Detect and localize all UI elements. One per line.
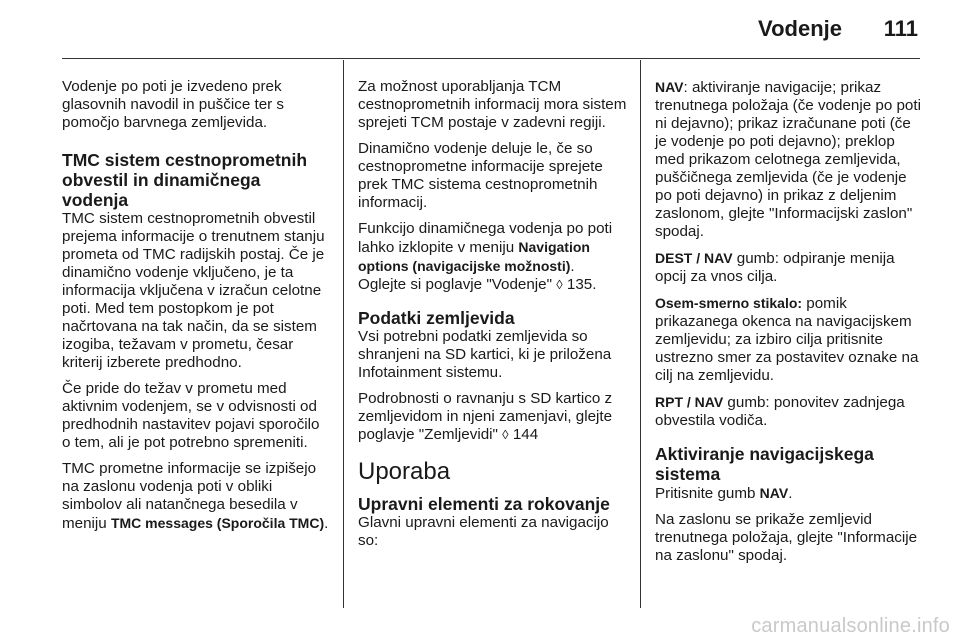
column-divider [640, 60, 641, 608]
menu-reference: Navigation options (navigacijske možnosti) [358, 239, 590, 274]
text: Pritisnite gumb [655, 485, 760, 502]
paragraph [655, 78, 925, 241]
chapter-heading: Uporaba [358, 458, 451, 485]
paragraph [655, 294, 925, 385]
text: . [788, 485, 793, 502]
paragraph [655, 393, 925, 430]
text: Funkcijo dinamičnega vodenja po poti lahko izklopite v meniju [358, 220, 613, 256]
button-name: RPT / NAV [655, 394, 724, 410]
page-header [62, 0, 920, 59]
paragraph [358, 390, 628, 444]
paragraph: Vodenje po poti je izvedeno prek glasovnih navodil in puščice ter s pomočjo barvnega zemljevida. [62, 78, 285, 131]
page-reference-icon: ◊ [502, 427, 509, 442]
column-right [655, 78, 925, 573]
paragraph: Glavni upravni elementi za navigacijo so: [358, 514, 609, 549]
button-name: DEST / NAV [655, 250, 733, 266]
text: : aktiviranje navigacije; prikaz trenutnega položaja (če vodenje po poti ni dejavno); prikaz izračunane poti (če je vodenje po poti dejavno); preklop med prikazom celotnega zemljevida, puščičnega zemljevida (če je vodenje po poti dejavno) in prikaz z deljenim zaslonom, glejte "Informacijski zaslon" spodaj. [655, 79, 921, 240]
text: . [570, 258, 575, 275]
section-heading: Aktiviranje navigacijskega sistema [655, 444, 874, 484]
paragraph: Za možnost uporabljanja TCM cestnoprometnih informacij mora sistem sprejeti TCM postaje v zadevni regiji. [358, 78, 627, 131]
section-heading: Podatki zemljevida [358, 308, 515, 328]
paragraph: Na zaslonu se prikaže zemljevid trenutnega položaja, glejte "Informacije na zaslonu" spodaj. [655, 511, 918, 564]
page-title: Vodenje [758, 16, 842, 41]
control-name: Osem-smerno stikalo: [655, 295, 803, 311]
paragraph [655, 484, 925, 503]
text: Podrobnosti o ravnanju s SD kartico z zemljevidom in njeni zamenjavi, glejte poglavje "Zemljevidi" [358, 390, 613, 443]
section-heading: TMC sistem cestnoprometnih obvestil in dinamičnega vodenja [62, 150, 308, 210]
watermark: carmanualsonline.info [751, 615, 950, 637]
menu-reference: TMC messages (Sporočila TMC) [110, 515, 325, 531]
paragraph [655, 249, 925, 286]
column-left [62, 78, 330, 541]
text: gumb: odpiranje menija opcij za vnos cilja. [655, 250, 895, 285]
paragraph [62, 460, 330, 533]
section-heading: Upravni elementi za rokovanje [358, 494, 610, 514]
text: . [324, 515, 329, 532]
text: TMC prometne informacije se izpišejo na zaslonu vodenja poti v obliki simbolov ali natančnega besedila v meniju [62, 460, 317, 532]
paragraph: Če pride do težav v prometu med aktivnim vodenjem, se v odvisnosti od predhodnih nastavitev pojavi sporočilo o tem, ali je pot potrebno spremeniti. [62, 380, 320, 451]
button-name: NAV [759, 485, 789, 501]
paragraph: Dinamično vodenje deluje le, če so cestnoprometne informacije sprejete prek TMC sistema cestnoprometnih informacij. [358, 140, 603, 211]
text: gumb: ponovitev zadnjega obvestila vodiča. [655, 394, 905, 429]
text: Oglejte si poglavje "Vodenje" [358, 276, 557, 293]
text: pomik prikazanega okenca na navigacijskem zemljevidu; za izbiro cilja pritisnite ustrezno smer za postavitev oznake na cilj na zemljevidu. [655, 295, 919, 384]
paragraph: TMC sistem cestnoprometnih obvestil prejema informacije o trenutnem stanju prometa od TMC radijskih postaj. Če je dinamično vodenje vključeno, je ta informacija vključena v izračun celotne poti. Med tem postopkom je pot načrtovana na tak način, da se sistem izogiba, težavam v prometu, česar kriterij izberete predhodno. [62, 210, 325, 371]
page-number: 111 [883, 16, 918, 41]
paragraph [358, 220, 628, 294]
page-reference-icon: ◊ [556, 277, 563, 292]
page-reference: 144 [508, 426, 539, 443]
paragraph: Vsi potrebni podatki zemljevida so shranjeni na SD kartici, ki je priložena Infotainment sistemu. [358, 328, 612, 381]
column-divider [343, 60, 344, 608]
button-name: NAV [655, 79, 684, 95]
column-middle [358, 78, 628, 558]
page-reference: 135. [562, 276, 597, 293]
